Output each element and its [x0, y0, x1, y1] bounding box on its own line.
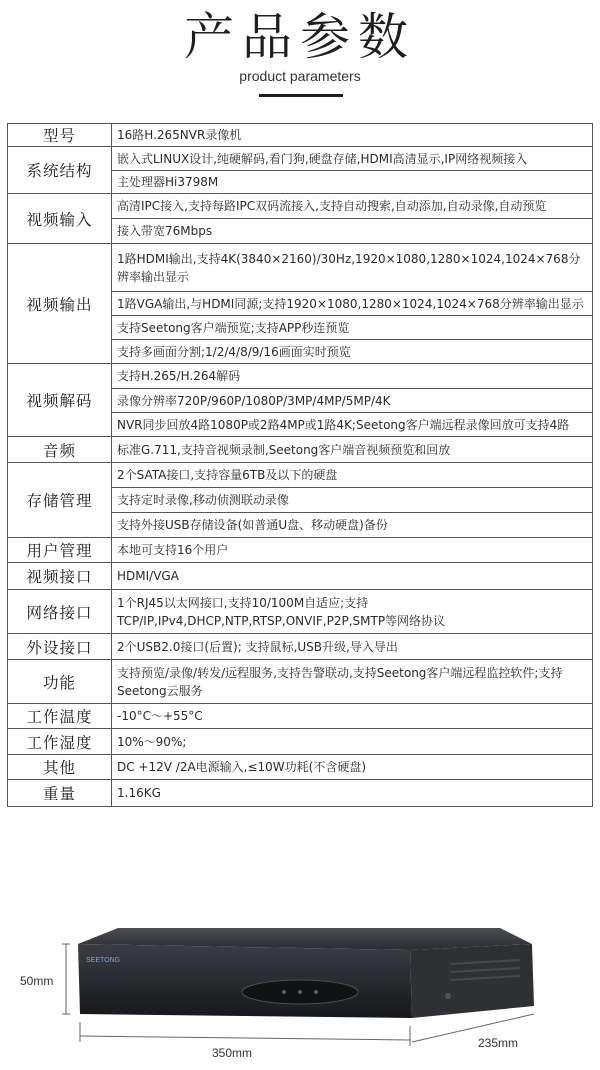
spec-label: 外设接口 — [8, 634, 112, 660]
depth-dimension-label: 235mm — [478, 1036, 519, 1050]
spec-row — [8, 590, 593, 634]
spec-value: 主处理器Hi3798M — [112, 171, 593, 194]
header — [0, 0, 600, 110]
page-title: 产品参数 — [184, 8, 416, 66]
spec-value: -10°C～+55°C — [112, 704, 593, 729]
spec-row — [8, 147, 593, 171]
spec-value: 标准G.711,支持音视频录制,Seetong客户端音视频预览和回放 — [112, 437, 593, 463]
spec-label: 存储管理 — [8, 463, 112, 538]
device-brand-logo: SEETONG — [86, 957, 121, 964]
spec-row — [8, 364, 593, 389]
width-dimension-label: 350mm — [212, 1046, 253, 1060]
spec-value: 16路H.265NVR录像机 — [112, 124, 593, 147]
spec-row — [8, 729, 593, 755]
spec-row — [8, 660, 593, 704]
device-front-face — [78, 944, 412, 1018]
spec-label: 功能 — [8, 660, 112, 704]
spec-label: 工作温度 — [8, 704, 112, 729]
spec-value: 嵌入式LINUX设计,纯硬解码,看门狗,硬盘存储,HDMI高清显示,IP网络视频接入 — [112, 147, 593, 171]
spec-label: 视频输出 — [8, 244, 112, 364]
spec-value: 10%～90%; — [112, 729, 593, 755]
spec-value: 1.16KG — [112, 780, 593, 807]
spec-value: 支持外接USB存储设备(如普通U盘、移动硬盘)备份 — [112, 513, 593, 538]
spec-label: 重量 — [8, 780, 112, 807]
spec-value: 接入带宽76Mbps — [112, 219, 593, 244]
spec-row — [8, 194, 593, 219]
spec-table — [7, 123, 593, 807]
spec-row — [8, 755, 593, 780]
page-subtitle: product parameters — [239, 68, 361, 84]
spec-value: DC +12V /2A电源输入,≤10W功耗(不含硬盘) — [112, 755, 593, 780]
spec-value: NVR同步回放4路1080P或2路4MP或1路4K;Seetong客户端远程录像回放可支持4路 — [112, 413, 593, 437]
spec-value: 高清IPC接入,支持每路IPC双码流接入,支持自动搜索,自动添加,自动录像,自动预览 — [112, 194, 593, 219]
spec-value: 1路HDMI输出,支持4K(3840×2160)/30Hz,1920×1080,1280×1024,1024×768分辨率输出显示 — [112, 244, 593, 292]
spec-value: 支持多画面分割;1/2/4/8/9/16画面实时预览 — [112, 340, 593, 364]
spec-label: 用户管理 — [8, 538, 112, 563]
spec-label: 系统结构 — [8, 147, 112, 194]
spec-value: 2个SATA接口,支持容量6TB及以下的硬盘 — [112, 463, 593, 488]
spec-value: 支持定时录像,移动侦测联动录像 — [112, 488, 593, 513]
spec-label: 其他 — [8, 755, 112, 780]
spec-row — [8, 463, 593, 488]
spec-row — [8, 634, 593, 660]
width-dimension-line — [80, 1036, 410, 1040]
spec-label: 工作湿度 — [8, 729, 112, 755]
spec-value: 支持H.265/H.264解码 — [112, 364, 593, 389]
title-underline — [259, 94, 343, 97]
spec-label: 视频解码 — [8, 364, 112, 437]
spec-value: 2个USB2.0接口(后置); 支持鼠标,USB升级,导入导出 — [112, 634, 593, 660]
spec-row — [8, 563, 593, 590]
spec-row — [8, 124, 593, 147]
spec-row — [8, 538, 593, 563]
spec-label: 视频接口 — [8, 563, 112, 590]
height-dimension-label: 50mm — [20, 974, 54, 988]
spec-value: 本地可支持16个用户 — [112, 538, 593, 563]
spec-value: 支持Seetong客户端预览;支持APP秒连预览 — [112, 316, 593, 340]
spec-value: HDMI/VGA — [112, 563, 593, 590]
spec-value: 1个RJ45以太网接口,支持10/100M自适应;支持TCP/IP,IPv4,DHCP,NTP,RTSP,ONVIF,P2P,SMTP等网络协议 — [112, 590, 593, 634]
spec-row — [8, 780, 593, 807]
device-side-face — [410, 944, 534, 1018]
spec-value: 录像分辨率720P/960P/1080P/3MP/4MP/5MP/4K — [112, 389, 593, 413]
spec-row — [8, 704, 593, 729]
spec-value: 1路VGA输出,与HDMI同源;支持1920×1080,1280×1024,1024×768分辨率输出显示 — [112, 292, 593, 316]
spec-label: 网络接口 — [8, 590, 112, 634]
spec-label: 音频 — [8, 437, 112, 463]
product-illustration — [0, 910, 600, 1066]
spec-value: 支持预览/录像/转发/远程服务,支持告警联动,支持Seetong客户端远程监控软件;支持Seetong云服务 — [112, 660, 593, 704]
spec-row — [8, 244, 593, 292]
spec-row — [8, 437, 593, 463]
spec-label: 型号 — [8, 124, 112, 147]
spec-label: 视频输入 — [8, 194, 112, 244]
